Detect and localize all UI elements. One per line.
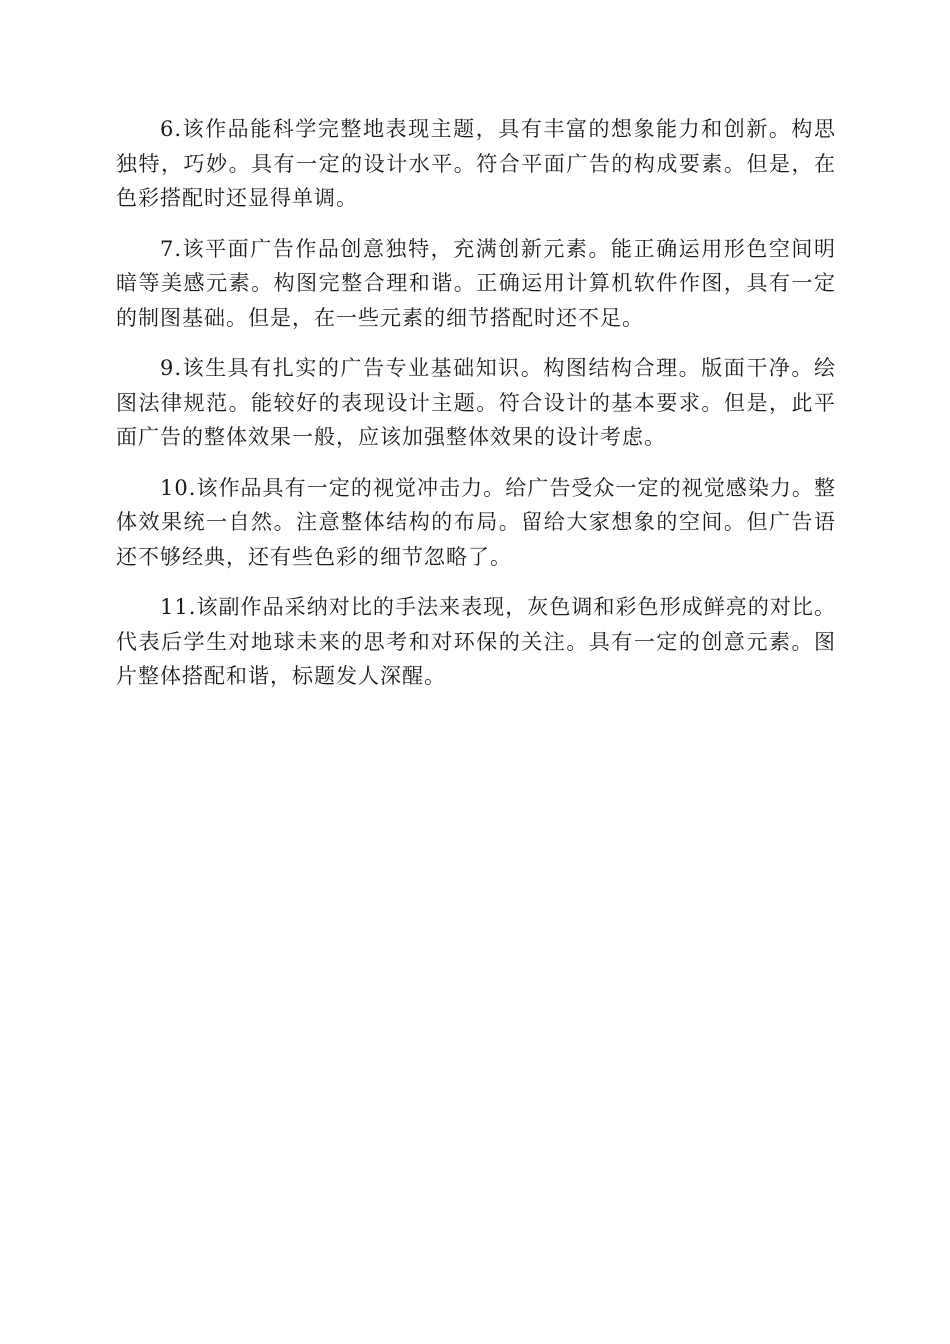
paragraph-11: 11.该副作品采纳对比的手法来表现，灰色调和彩色形成鲜亮的对比。代表后学生对地球未来的思考和对环保的关注。具有一定的创意元素。图片整体搭配和谐，标题发人深醒。 <box>116 595 836 688</box>
paragraph-6: 6.该作品能科学完整地表现主题，具有丰富的想象能力和创新。构思独特，巧妙。具有一定的设计水平。符合平面广告的构成要素。但是，在色彩搭配时还显得单调。 <box>116 117 836 210</box>
document-body <box>116 112 836 710</box>
paragraph-10: 10.该作品具有一定的视觉冲击力。给广告受众一定的视觉感染力。整体效果统一自然。注意整体结构的布局。留给大家想象的空间。但广告语还不够经典，还有些色彩的细节忽略了。 <box>116 475 836 569</box>
paragraph-7: 7.该平面广告作品创意独特，充满创新元素。能正确运用形色空间明暗等美感元素。构图完整合理和谐。正确运用计算机软件作图，具有一定的制图基础。但是，在一些元素的细节搭配时还不足。 <box>116 236 836 330</box>
paragraph-9: 9.该生具有扎实的广告专业基础知识。构图结构合理。版面干净。绘图法律规范。能较好的表现设计主题。符合设计的基本要求。但是，此平面广告的整体效果一般，应该加强整体效果的设计考虑。 <box>116 356 836 449</box>
